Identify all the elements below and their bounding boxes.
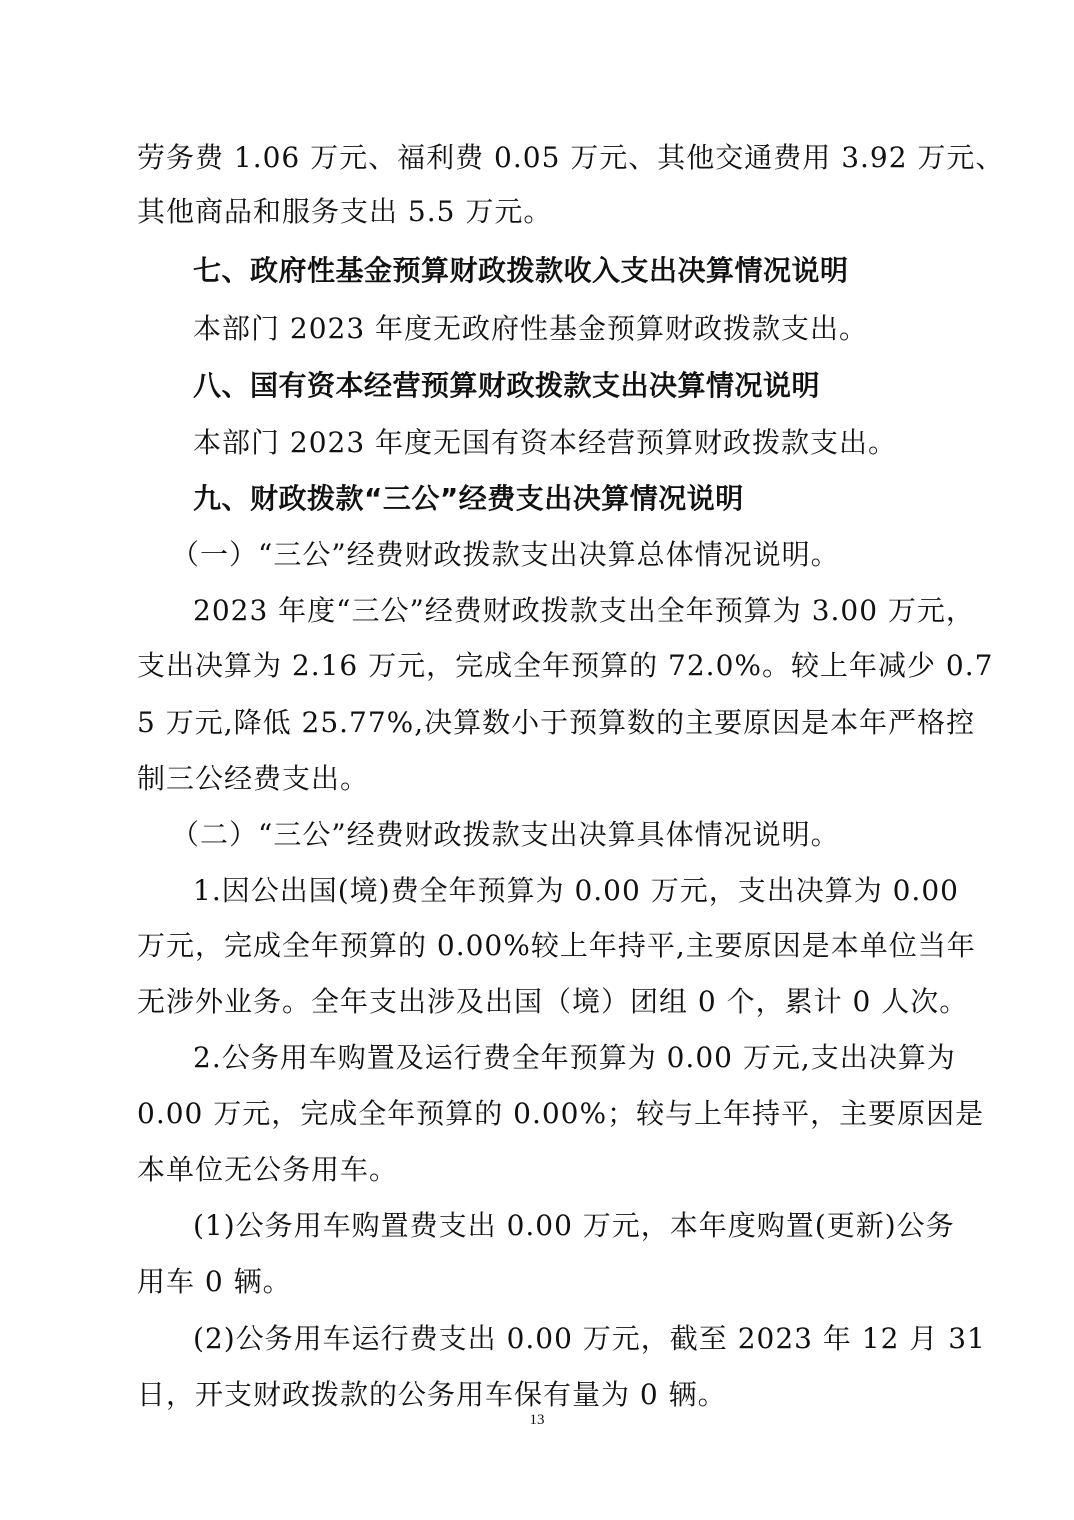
body-line: (2)公务用车运行费支出 0.00 万元，截至 2023 年 12 月 31 [193, 1322, 986, 1355]
section-heading: 八、国有资本经营预算财政拨款支出决算情况说明 [193, 369, 821, 402]
body-line: 万元，完成全年预算的 0.00%较上年持平,主要原因是本单位当年 [137, 929, 976, 962]
body-line: 5 万元,降低 25.77%,决算数小于预算数的主要原因是本年严格控 [137, 706, 976, 739]
body-line: 制三公经费支出。 [137, 762, 370, 795]
body-line: 无涉外业务。全年支出涉及出国（境）团组 0 个，累计 0 人次。 [137, 985, 969, 1018]
body-line: 用车 0 辆。 [137, 1265, 292, 1298]
subsection-heading: （二）“三公”经费财政拨款支出决算具体情况说明。 [171, 818, 840, 851]
body-line: 本部门 2023 年度无国有资本经营预算财政拨款支出。 [193, 426, 898, 459]
body-line: 2.公务用车购置及运行费全年预算为 0.00 万元,支出决算为 [193, 1041, 956, 1074]
body-line: 0.00 万元，完成全年预算的 0.00%；较与上年持平，主要原因是 [137, 1097, 985, 1130]
body-line: (1)公务用车购置费支出 0.00 万元，本年度购置(更新)公务 [193, 1209, 955, 1242]
body-line: 2023 年度“三公”经费财政拨款支出全年预算为 3.00 万元， [193, 594, 975, 627]
section-heading: 七、政府性基金预算财政拨款收入支出决算情况说明 [193, 254, 849, 287]
subsection-heading: （一）“三公”经费财政拨款支出决算总体情况说明。 [171, 538, 840, 571]
body-line: 劳务费 1.06 万元、福利费 0.05 万元、其他交通费用 3.92 万元、 [137, 141, 1005, 174]
page-number: 13 [529, 1412, 545, 1428]
body-line: 本部门 2023 年度无政府性基金预算财政拨款支出。 [193, 312, 869, 345]
body-line: 日，开支财政拨款的公务用车保有量为 0 辆。 [137, 1378, 727, 1411]
body-line: 其他商品和服务支出 5.5 万元。 [137, 195, 553, 228]
section-heading: 九、财政拨款“三公”经费支出决算情况说明 [193, 482, 744, 515]
body-line: 支出决算为 2.16 万元，完成全年预算的 72.0%。较上年减少 0.7 [137, 649, 994, 682]
body-line: 1.因公出国(境)费全年预算为 0.00 万元，支出决算为 0.00 [193, 874, 959, 907]
body-line: 本单位无公务用车。 [137, 1153, 399, 1186]
